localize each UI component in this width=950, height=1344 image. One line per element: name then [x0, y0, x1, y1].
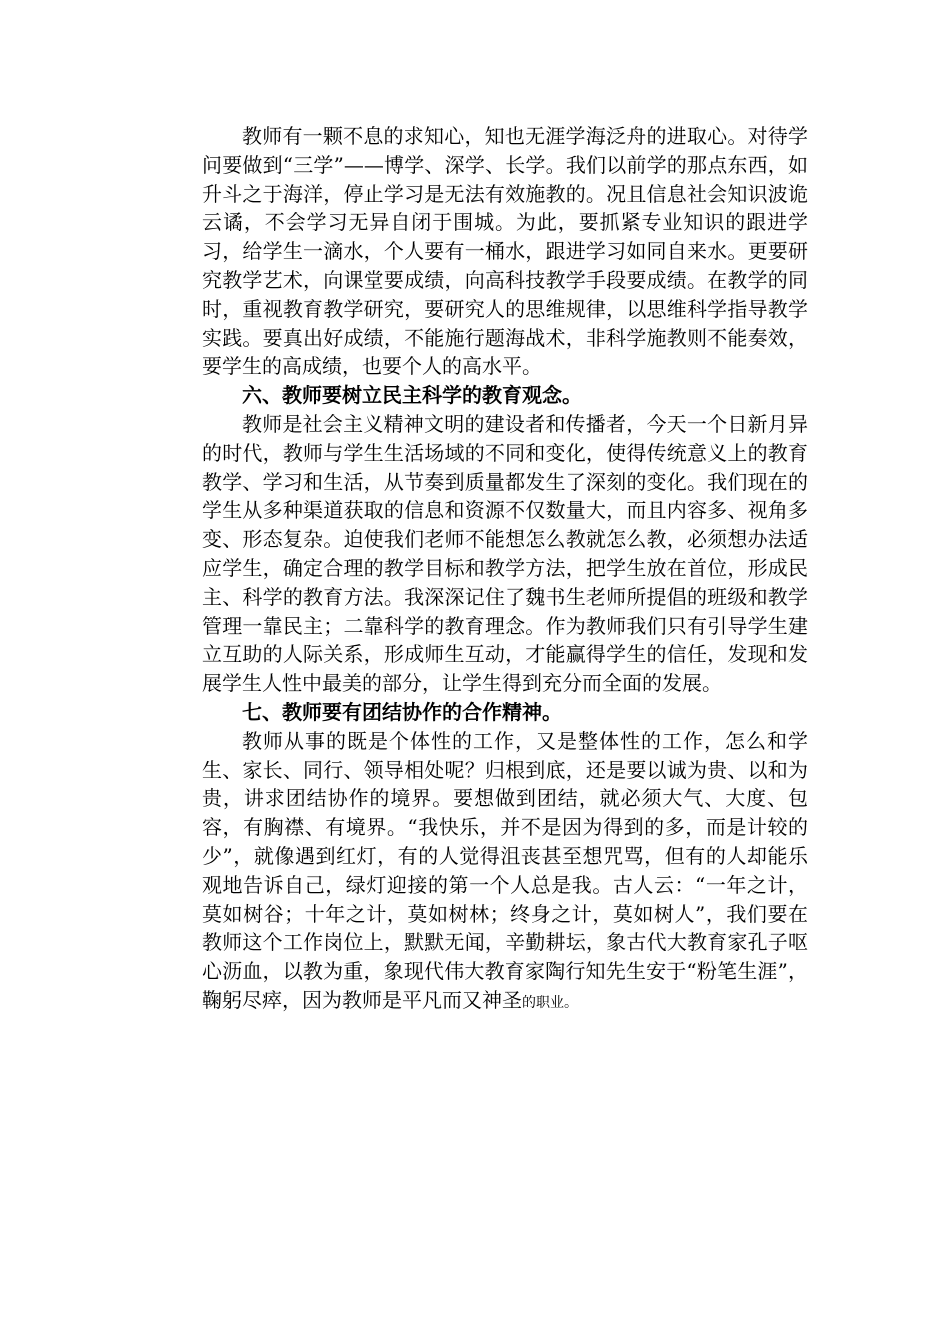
section-heading-7: 七、教师要有团结协作的合作精神。	[242, 699, 562, 724]
paragraph-cooperation	[202, 727, 808, 1018]
paragraph-learning: 教师有一颗不息的求知心，知也无涯学海泛舟的进取心。对待学问要做到“三学”——博学、深学、长学。我们以前学的那点东西，如升斗之于海洋，停止学习是无法有效施教的。况且信息社会知识波诡云谲，不会学习无异自闭于围城。为此，要抓紧专业知识的跟进学习，给学生一滴水，个人要有一桶水，跟进学习如同自来水。更要研究教学艺术，向课堂要成绩，向高科技教学手段要成绩。在教学的同时，重视教育教学研究，要研究人的思维规律，以思维科学指导教学实践。要真出好成绩，不能施行题海战术，非科学施教则不能奏效，要学生的高成绩，也要个人的高水平。	[202, 124, 808, 379]
section-heading-6: 六、教师要树立民主科学的教育观念。	[242, 383, 582, 408]
paragraph-democracy: 教师是社会主义精神文明的建设者和传播者，今天一个日新月异的时代，教师与学生生活场域的不同和变化，使得传统意义上的教育教学、学习和生活，从节奏到质量都发生了深刻的变化。我们现在的学生从多种渠道获取的信息和资源不仅数量大，而且内容多、视角多变、形态复杂。迫使我们老师不能想怎么教就怎么教，必须想办法适应学生，确定合理的教学目标和教学方法，把学生放在首位，形成民主、科学的教育方法。我深深记住了魏书生老师所提倡的班级和教学管理一靠民主；二靠科学的教育理念。作为教师我们只有引导学生建立互助的人际关系，形成师生互动，才能赢得学生的信任，发现和发展学生人性中最美的部分，让学生得到充分而全面的发展。	[202, 411, 808, 696]
document-page	[202, 122, 808, 1018]
paragraph-cooperation-main: 教师从事的既是个体性的工作，又是整体性的工作，怎么和学生、家长、同行、领导相处呢？归根到底，还是要以诚为贵、以和为贵，讲求团结协作的境界。要想做到团结，就必须大气、大度、包容，有胸襟、有境界。“我快乐，并不是因为得到的多，而是计较的少”，就像遇到红灯，有的人觉得沮丧甚至想咒骂，但有的人却能乐观地告诉自己，绿灯迎接的第一个人总是我。古人云：“一年之计，莫如树谷；十年之计，莫如树林；终身之计，莫如树人”，我们要在教师这个工作岗位上，默默无闻，辛勤耕坛，象古代大教育家孔子呕心沥血，以教为重，象现代伟大教育家陶行知先生安于“粉笔生涯”，鞠躬尽瘁，因为教师是平凡而又神圣	[202, 728, 808, 1012]
paragraph-cooperation-tail: 的职业。	[522, 994, 578, 1011]
